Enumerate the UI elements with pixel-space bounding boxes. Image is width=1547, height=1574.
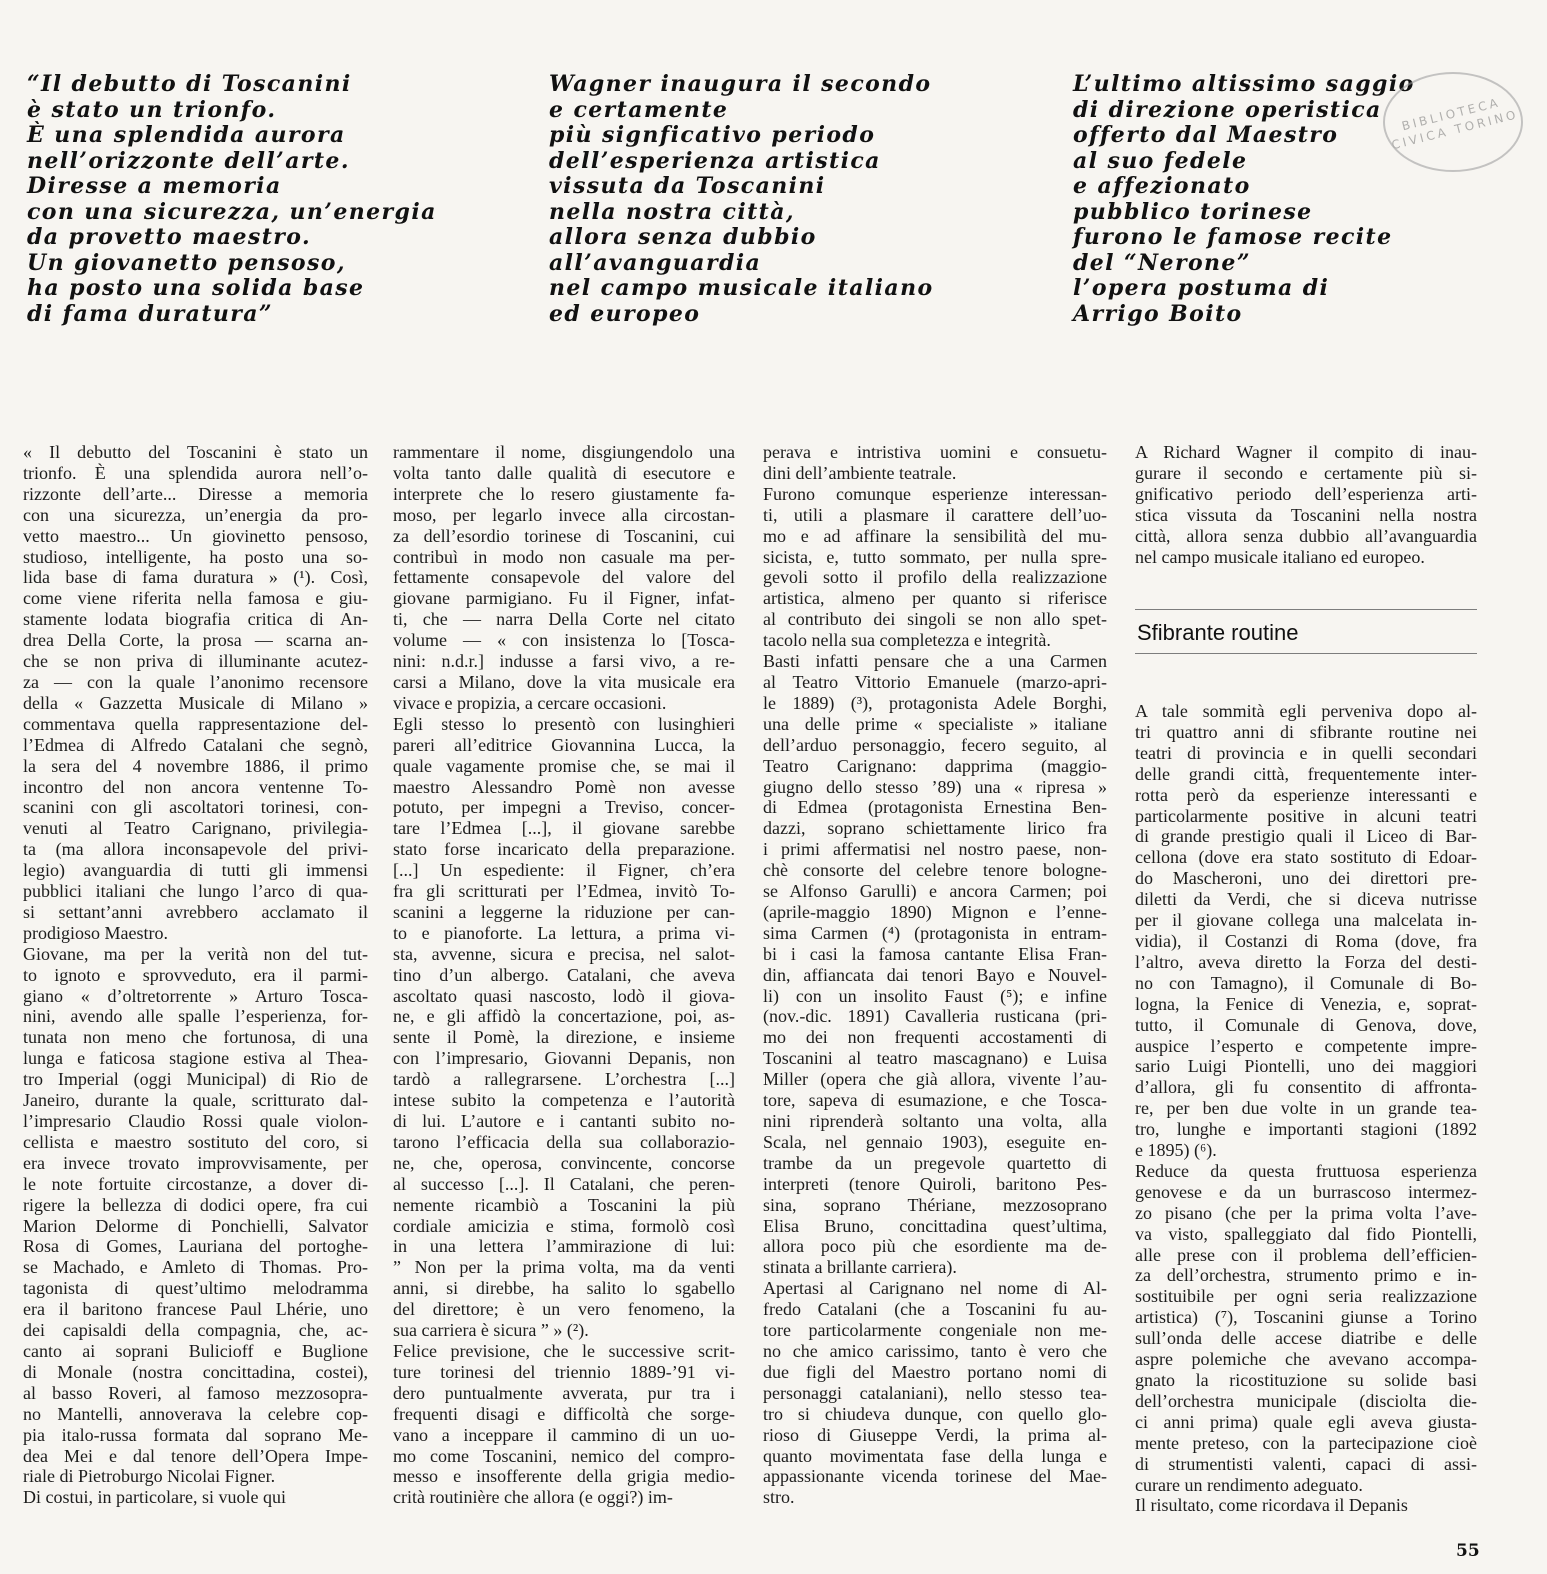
article-column-1 (23, 442, 368, 1508)
text-line: rizzonte dell’arte... Diresse a memoria (23, 483, 368, 504)
quote-line: L’ultimo altissimo saggio (1073, 71, 1415, 97)
text-line: come viene riferita nella famosa e giu- (23, 588, 368, 609)
quote-line: Arrigo Boito (1073, 300, 1243, 327)
text-line: artistica) (⁷), Toscanini giunse a Torino (1135, 1307, 1477, 1328)
text-line: prodigioso Maestro. (23, 922, 168, 943)
quote-line: di fama duratura” (27, 300, 273, 327)
text-line: za — con la quale l’anonimo recensore (23, 671, 368, 692)
text-line: si settant’anni avrebbero acclamato il (23, 901, 368, 922)
text-line: sta, avvenne, sicura e precisa, nel salot- (393, 943, 735, 964)
text-line: contribuì in modo non casuale ma per- (393, 546, 735, 567)
text-line: fra gli scritturati per l’Edmea, invitò To- (393, 881, 735, 902)
text-line: A tale sommità egli perveniva dopo al- (1135, 701, 1477, 721)
quote-line: È una splendida aurora (27, 122, 346, 148)
text-line: che se non priva di illuminante acutez- (23, 651, 368, 672)
text-line: tagonista di quest’ultimo melodramma (23, 1278, 368, 1299)
text-line: tare l’Edmea [...], il giovane sarebbe (393, 818, 735, 839)
text-line: rioso di Giuseppe Verdi, la prima al- (763, 1424, 1107, 1445)
text-line: ta (ma allora inconsapevole del privi- (23, 839, 368, 860)
text-line: fettamente consapevole del valore del (393, 567, 735, 588)
text-line: Miller (opera che già allora, vivente l’au- (763, 1069, 1107, 1090)
text-line: gevoli sotto il profilo della realizzazione (763, 567, 1107, 588)
text-line: no Mantelli, annoverava la celebre cop- (23, 1403, 368, 1424)
text-line: tore, sapeva di esumazione, e che Tosca- (763, 1090, 1107, 1111)
text-line: al successo [...]. Il Catalani, che peren- (393, 1173, 735, 1194)
text-line: sente il Pomè, la direzione, e insieme (393, 1027, 735, 1048)
text-line: carsi a Milano, dove la vita musicale era (393, 671, 735, 692)
quote-line: l’opera postuma di (1073, 275, 1330, 301)
text-line: dea Mei e dal tenore dell’Opera Impe- (23, 1445, 368, 1466)
section-heading: Sfibrante routine (1137, 620, 1299, 645)
text-line: Reduce da questa fruttuosa esperienza (1135, 1160, 1477, 1181)
text-line: venuti al Teatro Carignano, privilegia- (23, 818, 368, 839)
text-line: trionfo. È una splendida aurora nell’o- (23, 462, 368, 483)
text-line: della « Gazzetta Musicale di Milano » (23, 692, 368, 713)
text-line: era invece trovato improvvisamente, per (23, 1152, 368, 1173)
text-line: tro, lunghe e importanti stagioni (1892 (1135, 1119, 1477, 1140)
text-line: tri quattro anni di sfibrante routine nei (1135, 721, 1477, 742)
text-line: l’Edmea di Alfredo Catalani che segnò, (23, 734, 368, 755)
text-line: sostituibile per ogni seria realizzazione (1135, 1286, 1477, 1307)
text-line: potuto, per impegni a Treviso, concer- (393, 797, 735, 818)
text-line: zo pisano (che per la prima volta l’ave- (1135, 1202, 1477, 1223)
text-line: l’impresario Claudio Rossi quale violon- (23, 1111, 368, 1131)
quote-line: ed europeo (549, 300, 701, 327)
text-line: in una lettera l’ammirazione di lui: (393, 1236, 735, 1257)
quote-line: è stato un trionfo. (27, 96, 277, 123)
pull-quote-nerone (1073, 72, 1415, 327)
text-line: Janeiro, durante la quale, scritturato dal- (23, 1090, 368, 1111)
text-line: drea Della Corte, la prosa — scarna an- (23, 630, 368, 651)
text-line: mo e ad affinare la sensibilità del mu- (763, 525, 1107, 546)
quote-line: nel campo musicale italiano (549, 275, 934, 301)
text-line: riale di Pietroburgo Nicolai Figner. (23, 1466, 276, 1487)
text-line: con una sicurezza, un’energia da pro- (23, 504, 368, 525)
text-line: tore particolarmente congeniale non me- (763, 1320, 1107, 1341)
text-line: bi i casi la famosa cantante Elisa Fran- (763, 943, 1107, 964)
text-line: za dell’esordio torinese di Toscanini, cui (393, 525, 735, 546)
text-line: sull’onda delle accese diatribe e delle (1135, 1328, 1477, 1349)
text-line: una delle prime « specialiste » italiane (763, 713, 1107, 734)
text-line: vivace e propizia, a cercare occasioni. (393, 692, 667, 713)
text-line: di grande prestigio quali il Liceo di Bar- (1135, 826, 1477, 847)
text-line: interpreti (tenore Quiroli, baritono Pes- (763, 1173, 1107, 1194)
text-line: va visto, spalleggiato dal fido Piontelli, (1135, 1223, 1477, 1244)
quote-line: all’avanguardia (549, 249, 762, 276)
text-line: al contributo dei singoli se non allo spet- (763, 609, 1107, 630)
text-line: studioso, intelligente, ha posto una so- (23, 546, 368, 567)
text-line: se Alfonso Garulli) e ancora Carmen; poi (763, 881, 1107, 902)
text-line: stamente lodata biografia critica di An- (23, 609, 368, 630)
text-line: tutto, il Comunale di Genova, dove, (1135, 1014, 1477, 1035)
text-line: con l’impresario, Giovanni Depanis, non (393, 1048, 735, 1069)
text-line: stica vissuta da Toscanini nella nostra (1135, 504, 1477, 525)
article-column-4-continued (1135, 701, 1477, 1516)
text-line: ne, che, operosa, convincente, concorse (393, 1152, 735, 1173)
quote-line: nell’orizzonte dell’arte. (27, 147, 350, 174)
text-line: tarono l’efficacia della sua collaborazio- (393, 1131, 735, 1152)
text-line: mo dei non frequenti accostamenti di (763, 1027, 1107, 1048)
text-line: chè consorte del celebre tenore bologne- (763, 860, 1107, 881)
text-line: ” Non per la prima volta, ma da venti (393, 1257, 735, 1278)
text-line: di Edmea (protagonista Ernestina Ben- (763, 797, 1107, 818)
text-line: genovese e da un burrascoso intermez- (1135, 1181, 1477, 1202)
quote-line: nella nostra città, (549, 198, 795, 225)
text-line: alle prese con il problema dell’efficien- (1135, 1244, 1477, 1265)
text-line: legio) avanguardia di tutti gli immensi (23, 860, 368, 881)
text-line: Basti infatti pensare che a una Carmen (763, 651, 1107, 672)
text-line: Rosa di Gomes, Lauriana del portoghe- (23, 1236, 368, 1257)
text-line: ascoltato quasi nascosto, lodò il giova- (393, 985, 735, 1006)
text-line: tro Imperial (oggi Municipal) di Rio de (23, 1069, 368, 1090)
text-line: nel campo musicale italiano ed europeo. (1135, 546, 1425, 567)
text-line: Felice previsione, che le successive scrit- (393, 1340, 735, 1361)
text-line: dazzi, soprano schiettamente lirico fra (763, 818, 1107, 839)
text-line: città, allora senza dubbio all’avanguardia (1135, 525, 1477, 546)
text-line: giovane parmigiano. Fu il Figner, infat- (393, 588, 735, 609)
text-line: curare un rendimento adeguato. (1135, 1474, 1363, 1495)
text-line: stro. (763, 1487, 795, 1508)
text-line: i primi affermatisi nel nostro paese, non- (763, 839, 1107, 860)
text-line: vetto maestro... Un giovinetto pensoso, (23, 525, 368, 546)
quote-line: più signficativo periodo (549, 122, 876, 148)
text-line: la sera del 4 novembre 1886, il primo (23, 755, 368, 776)
quote-line: ha posto una solida base (27, 275, 365, 301)
text-line: di strumentisti valenti, capaci di assi- (1135, 1453, 1477, 1474)
text-line: tunata non meno che fortunosa, di una (23, 1027, 368, 1048)
text-line: giano « d’oltretorrente » Arturo Tosca- (23, 985, 368, 1006)
text-line: Il risultato, come ricordava il Depanis (1135, 1495, 1408, 1516)
text-line: del direttore; è un vero fenomeno, la (393, 1299, 735, 1320)
quote-line: Diresse a memoria (27, 173, 282, 199)
quote-line: allora senza dubbio (549, 224, 817, 250)
text-line: ti, utili a plasmare il carattere dell’uo- (763, 504, 1107, 525)
heading-rule-bottom (1135, 653, 1477, 654)
text-line: perava e intristiva uomini e consuetu- (763, 442, 1107, 462)
text-line: gnato la ricostituzione su solide basi (1135, 1370, 1477, 1390)
text-line: giugno dello stesso ’89) una « ripresa » (763, 776, 1107, 797)
text-line: trambe da un pregevole quartetto di (763, 1152, 1107, 1173)
quote-line: vissuta da Toscanini (549, 173, 826, 199)
text-line: ci anni prima) quale egli aveva giusta- (1135, 1411, 1477, 1432)
text-line: maestro Alessandro Pomè non avesse (393, 776, 735, 797)
text-line: volume — « con insistenza lo [Tosca- (393, 630, 735, 651)
text-line: tardò a rallegrarsene. L’orchestra [...] (393, 1069, 735, 1090)
text-line: scanini con gli ascoltatori torinesi, con- (23, 797, 368, 818)
quote-line: Un giovanetto pensoso, (27, 249, 346, 276)
text-line: A Richard Wagner il compito di inau- (1135, 442, 1477, 462)
quote-line: pubblico torinese (1073, 198, 1313, 225)
text-line: dell’arduo personaggio, fecero seguito, al (763, 734, 1107, 755)
text-line: pubblici italiani che lungo l’arco di qua- (23, 881, 368, 902)
text-line: ti, che — narra Della Corte nel citato (393, 609, 735, 630)
text-line: logna, la Fenice di Venezia, e, soprat- (1135, 993, 1477, 1014)
text-line: Egli stesso lo presentò con lusinghieri (393, 713, 735, 734)
text-line: stato forse incaricato della preparazione. (393, 839, 735, 860)
text-line: canto ai soprani Bulicioff e Buglione (23, 1340, 368, 1361)
text-line: pareri all’editrice Giovannina Lucca, la (393, 734, 735, 755)
text-line: commentava quella rappresentazione del- (23, 713, 368, 734)
library-stamp (1383, 72, 1523, 172)
text-line: due figli del Maestro portano nomi di (763, 1361, 1107, 1382)
text-line: no con Tamagno), il Comunale di Bo- (1135, 972, 1477, 993)
text-line: le note fortuite circostanze, a dover di- (23, 1173, 368, 1194)
text-line: personaggi catalaniani), nello stesso tea- (763, 1382, 1107, 1403)
text-line: l’altro, aveva diretto la Forza del desti- (1135, 951, 1477, 972)
text-line: [...] Un espediente: il Figner, ch’era (393, 860, 735, 881)
text-line: cellista e maestro sostituto del coro, si (23, 1131, 368, 1152)
library-stamp-text: BIBLIOTECA CIVICA TORINO (1390, 95, 1520, 153)
text-line: le 1889) (³), protagonista Adele Borghi, (763, 692, 1107, 713)
text-line: aspre polemiche che avevano accompa- (1135, 1349, 1477, 1370)
text-line: za dell’orchestra, strumento primo e in- (1135, 1265, 1477, 1286)
quote-line: e certamente (549, 96, 729, 123)
text-line: vidia), il Costanzi di Roma (dove, fra (1135, 930, 1477, 951)
text-line: anni, si direbbe, ha salito lo sgabello (393, 1278, 735, 1299)
quote-line: offerto dal Maestro (1073, 122, 1339, 148)
text-line: auspice l’esperto e competente impre- (1135, 1035, 1477, 1056)
text-line: al Teatro Vittorio Emanuele (marzo-apri- (763, 671, 1107, 692)
text-line: re, per ben due volte in un grande tea- (1135, 1098, 1477, 1119)
text-line: Scala, nel gennaio 1903), eseguite en- (763, 1131, 1107, 1152)
quote-line: con una sicurezza, un’energia (27, 198, 437, 225)
article-column-3 (763, 442, 1107, 1508)
text-line: teatri di provincia e in quelli secondari (1135, 742, 1477, 763)
text-line: volta tanto dalle qualità di esecutore e (393, 462, 735, 483)
text-line: allora poco più che esordiente ma de- (763, 1236, 1107, 1257)
text-line: tro si chiudeva dunque, con quello glo- (763, 1403, 1107, 1424)
text-line: tacolo nella sua completezza e integrità. (763, 630, 1051, 651)
text-line: delle grandi città, frequentemente inter- (1135, 763, 1477, 784)
text-line: pia italo-russa formata dal soprano Me- (23, 1424, 368, 1445)
text-line: nini, avendo alle spalle l’esperienza, for- (23, 1006, 368, 1027)
text-line: artistica, almeno per quanto si riferisce (763, 588, 1107, 609)
quote-line: dell’esperienza artistica (549, 147, 881, 174)
text-line: interprete che lo resero giustamente fa- (393, 483, 735, 504)
text-line: Elisa Bruno, concittadina quest’ultima, (763, 1215, 1107, 1236)
text-line: Apertasi al Carignano nel nome di Al- (763, 1278, 1107, 1299)
text-line: particolarmente positive in alcuni teatri (1135, 805, 1477, 826)
text-line: to ignoto e sprovveduto, era il parmi- (23, 964, 368, 985)
text-line: lida base di fama duratura » (¹). Così, (23, 567, 368, 588)
text-line: nemente ricambiò a Toscanini la più (393, 1194, 735, 1215)
quote-line: “Il debutto di Toscanini (27, 71, 352, 97)
text-line: cordiale amicizia e stima, formolò così (393, 1215, 735, 1236)
text-line: rigere la bellezza di dodici opere, fra cui (23, 1194, 368, 1215)
text-line: appassionante vicenda torinese del Mae- (763, 1466, 1107, 1487)
text-line: gurare il secondo e certamente più si- (1135, 462, 1477, 483)
text-line: cellona (dove era stato sostituto di Edoar- (1135, 847, 1477, 868)
text-line: rammentare il nome, disgiungendolo una (393, 442, 735, 462)
text-line: tino d’un albergo. Catalani, che aveva (393, 964, 735, 985)
text-line: mo come Toscanini, nemico del compro- (393, 1445, 735, 1466)
text-line: sicista, e, tutto sommato, per nulla spre- (763, 546, 1107, 567)
text-line: moso, per legarlo invece alla circostan- (393, 504, 735, 525)
text-line: incontro del non ancora ventenne To- (23, 776, 368, 797)
text-line: dell’orchestra municipale (disciolta die- (1135, 1390, 1477, 1411)
text-line: quale vagamente promise che, se mai il (393, 755, 735, 776)
text-line: fredo Catalani (che a Toscanini fu au- (763, 1299, 1107, 1320)
text-line: sina, soprano Thériane, mezzosoprano (763, 1194, 1107, 1215)
text-line: li) con un insolito Faust (⁵); e infine (763, 985, 1107, 1006)
text-line: vano a inceppare il cammino di un uo- (393, 1424, 735, 1445)
text-line: Teatro Carignano: dapprima (maggio- (763, 755, 1107, 776)
text-line: ture torinesi del triennio 1889-’91 vi- (393, 1361, 735, 1382)
text-line: to e pianoforte. La lettura, a prima vi- (393, 922, 735, 943)
text-line: messo e insofferente della grigia medio- (393, 1466, 735, 1487)
text-line: nini riprenderà soltanto una volta, alla (763, 1111, 1107, 1131)
text-line: se Machado, e Amleto di Thomas. Pro- (23, 1257, 368, 1278)
article-column-2 (393, 442, 735, 1508)
text-line: crità routinière che allora (e oggi?) im- (393, 1487, 673, 1508)
text-line: dei capisaldi della compagnia, che, ac- (23, 1320, 368, 1341)
text-line: al basso Roveri, al famoso mezzosopra- (23, 1382, 368, 1403)
text-line: era il baritono francese Paul Lhérie, uno (23, 1299, 368, 1320)
text-line: ne, e gli affidò la concertazione, poi, as- (393, 1006, 735, 1027)
text-line: diletti da Verdi, che si diceva nutrisse (1135, 889, 1477, 910)
quote-line: furono le famose recite (1073, 224, 1393, 250)
text-line: frequenti disagi e difficoltà che sorge- (393, 1403, 735, 1424)
text-line: di Monale (nostra concittadina, costei), (23, 1361, 368, 1382)
text-line: nini: n.d.r.] indusse a farsi vivo, a re- (393, 651, 735, 672)
text-line: dini dell’ambiente teatrale. (763, 462, 957, 483)
quote-line: Wagner inaugura il secondo (549, 71, 932, 97)
text-line: (aprile-maggio 1890) Mignon e l’enne- (763, 901, 1107, 922)
text-line: Di costui, in particolare, si vuole qui (23, 1487, 286, 1508)
quote-line: da provetto maestro. (27, 224, 311, 250)
text-line: din, affiancata dai tenori Bayo e Nouvel- (763, 964, 1107, 985)
text-line: sima Carmen (⁴) (protagonista in entram- (763, 922, 1107, 943)
text-line: Giovane, ma per la verità non del tut- (23, 943, 368, 964)
text-line: Furono comunque esperienze interessan- (763, 483, 1107, 504)
text-line: e 1895) (⁶). (1135, 1140, 1217, 1161)
heading-rule-top (1135, 609, 1477, 610)
pull-quote-debut (27, 72, 437, 327)
quote-line: di direzione operistica (1073, 96, 1382, 123)
text-line: per il giovane collega una malcelata in- (1135, 910, 1477, 931)
text-line: intese subito la competenza e l’autorità (393, 1090, 735, 1111)
pull-quote-wagner (549, 72, 934, 327)
text-line: (nov.-dic. 1891) Cavalleria rusticana (pri- (763, 1006, 1107, 1027)
text-line: d’allora, gli fu consentito di affronta- (1135, 1077, 1477, 1098)
text-line: stinata a brillante carriera). (763, 1257, 957, 1278)
quote-line: del “Nerone” (1073, 249, 1251, 276)
text-line: lunga e faticosa stagione estiva al Thea- (23, 1048, 368, 1069)
text-line: di lui. L’autore e i cantanti subito no- (393, 1111, 735, 1131)
quote-line: e affezionato (1073, 173, 1251, 199)
text-line: scanini a leggerne la riduzione per can- (393, 901, 735, 922)
quote-line: al suo fedele (1073, 147, 1248, 174)
text-line: « Il debutto del Toscanini è stato un (23, 442, 368, 462)
text-line: Toscanini al teatro mascagnano) e Luisa (763, 1048, 1107, 1069)
text-line: do Mascheroni, uno dei direttori pre- (1135, 868, 1477, 889)
text-line: sua carriera è sicura ” » (²). (393, 1320, 589, 1341)
text-line: sario Luigi Piontelli, uno dei maggiori (1135, 1056, 1477, 1077)
text-line: rotta però da esperienze interessanti e (1135, 784, 1477, 805)
article-column-4 (1135, 442, 1477, 567)
text-line: Marion Delorme di Ponchielli, Salvator (23, 1215, 368, 1236)
text-line: mente preteso, con la partecipazione cioè (1135, 1432, 1477, 1453)
text-line: gnificativo periodo dell’esperienza arti- (1135, 483, 1477, 504)
page-number: 55 (1456, 1541, 1480, 1561)
text-line: dero puntualmente avverata, pur tra i (393, 1382, 735, 1403)
text-line: quanto movimentata fase della lunga e (763, 1445, 1107, 1466)
text-line: no che amico carissimo, tanto è vero che (763, 1340, 1107, 1361)
